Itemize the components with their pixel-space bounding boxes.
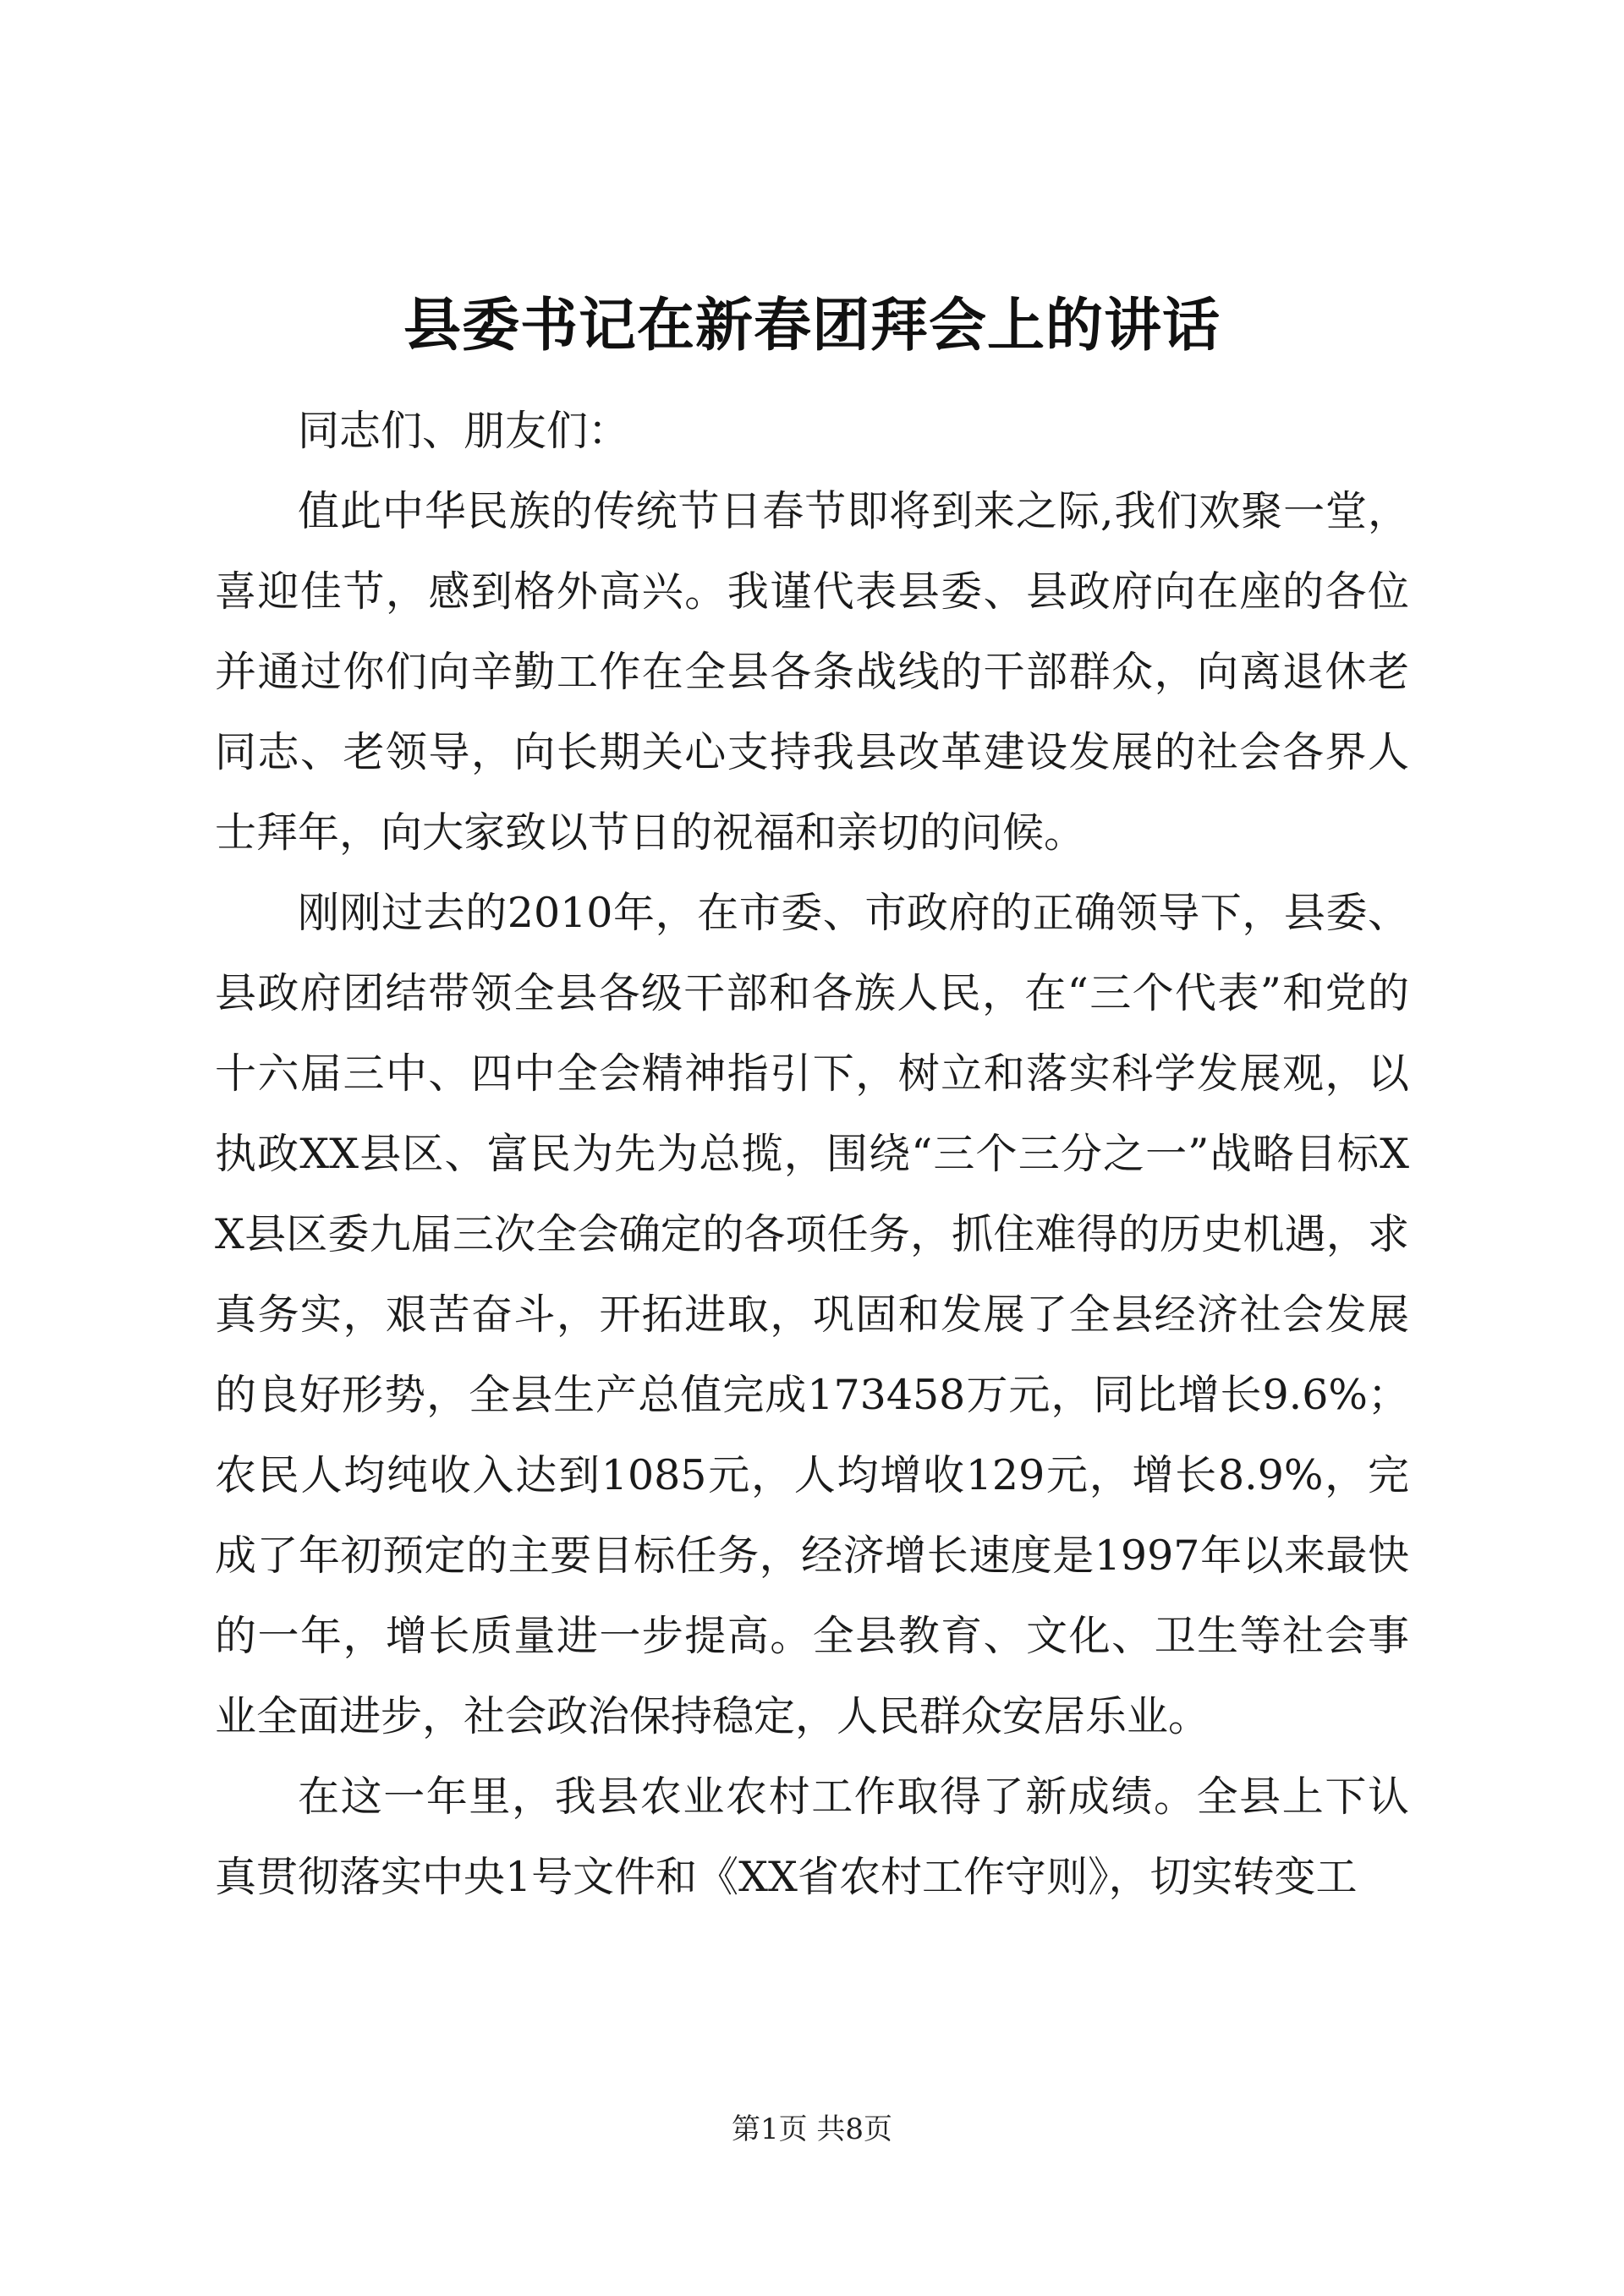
body-paragraph: 刚刚过去的2010年，在市委、市政府的正确领导下，县委、县政府团结带领全县各级干部和各族人民，在“三个代表”和党的十六届三中、四中全会精神指引下，树立和落实科学发展观，以执政XX县区、富民为先为总揽，围绕“三个三分之一”战略目标XX县区委九届三次全会确定的各项任务，抓住难得的历史机遇，求真务实，艰苦奋斗，开拓进取，巩固和发展了全县经济社会发展的良好形势，全县生产总值完成173458万元，同比增长9.6%；农民人均纯收入达到1085元，人均增收129元，增长8.9%，完成了年初预定的主要目标任务，经济增长速度是1997年以来最快的一年，增长质量进一步提高。全县教育、文化、卫生等社会事业全面进步，社会政治保持稳定，人民群众安居乐业。	[215, 889, 1409, 1740]
document-body	[215, 391, 1409, 1917]
body-paragraph: 在这一年里，我县农业农村工作取得了新成绩。全县上下认真贯彻落实中央1号文件和《XX省农村工作守则》，切实转变工	[215, 1773, 1409, 1901]
page-number-footer: 第1页 共8页	[731, 2112, 893, 2146]
document-title: 县委书记在新春团拜会上的讲话	[403, 292, 1221, 359]
greeting-paragraph: 同志们、朋友们：	[298, 407, 630, 455]
body-paragraph: 值此中华民族的传统节日春节即将到来之际,我们欢聚一堂，喜迎佳节，感到格外高兴。我谨代表县委、县政府向在座的各位并通过你们向辛勤工作在全县各条战线的干部群众，向离退休老同志、老领导，向长期关心支持我县改革建设发展的社会各界人士拜年，向大家致以节日的祝福和亲切的问候。	[215, 487, 1409, 857]
